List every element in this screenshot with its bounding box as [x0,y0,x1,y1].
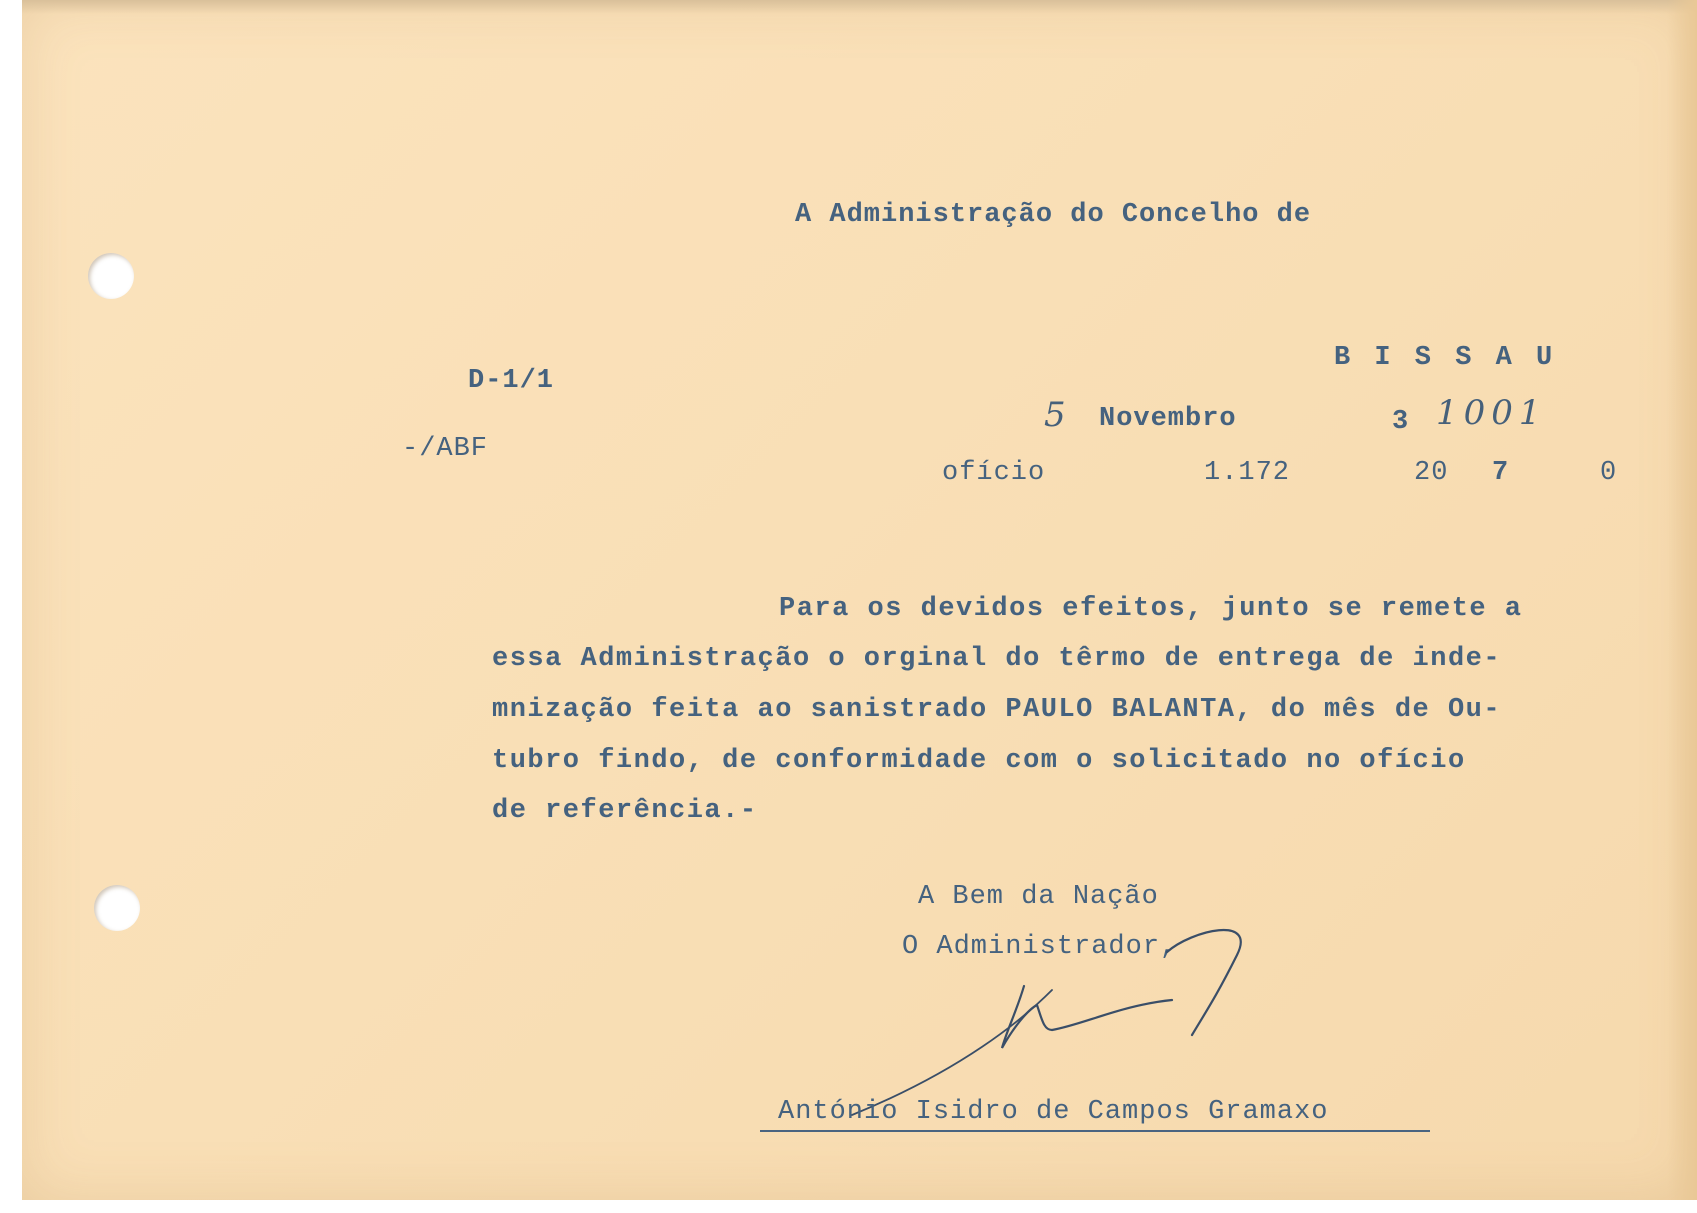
handwritten-signature [22,0,1697,1200]
closing-title: O Administrador, [902,932,1178,962]
oficio-col-b: 7 [1492,458,1510,488]
body-line-2: essa Administração o orginal do têrmo de entrega de inde- [492,644,1502,674]
signatory-underline [760,1130,1430,1132]
date-month: Novembro [1099,404,1237,434]
register-digit: 3 [1392,407,1410,437]
oficio-col-c: 0 [1600,458,1618,488]
body-line-5: de referência.- [492,796,758,826]
addressee-line: A Administração do Concelho de [795,200,1312,230]
reference-code: D-1/1 [468,366,555,396]
document-sheet [22,0,1697,1200]
oficio-col-a: 20 [1414,458,1449,488]
signatory-name: António Isidro de Campos Gramaxo [778,1097,1329,1127]
city-name: B I S S A U [1334,343,1557,373]
date-day-handwritten: 5 [1044,395,1066,435]
register-number-handwritten: 1001 [1436,393,1547,433]
body-line-3: mnização feita ao sanistrado PAULO BALANTA, do mês de Ou- [492,695,1502,725]
oficio-number: 1.172 [1204,458,1291,488]
body-line-1: Para os devidos efeitos, junto se remete a [779,594,1523,624]
reference-initials: -/ABF [402,434,489,464]
body-line-4: tubro findo, de conformidade com o solicitado no ofício [492,746,1466,776]
oficio-label: ofício [942,458,1046,488]
closing-salutation: A Bem da Nação [918,882,1159,912]
